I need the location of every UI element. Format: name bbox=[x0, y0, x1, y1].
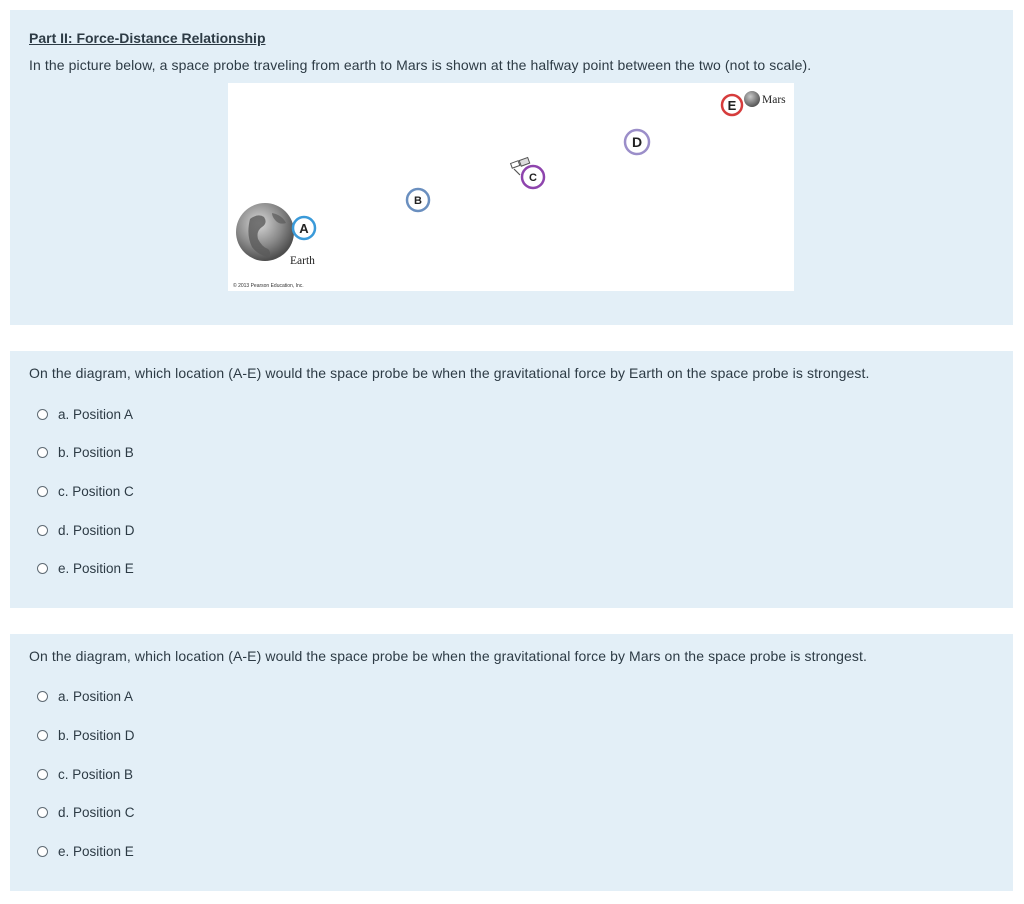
question-1-text: On the diagram, which location (A-E) would the space probe be when the gravitational force by Earth on the space probe is strongest. bbox=[29, 365, 870, 381]
position-e-marker bbox=[722, 95, 742, 115]
intro-panel bbox=[10, 10, 1013, 325]
option-label: a. Position A bbox=[58, 689, 134, 704]
position-b-marker bbox=[407, 189, 429, 211]
q2-option-c[interactable] bbox=[37, 767, 133, 782]
earth-label: Earth bbox=[290, 255, 315, 267]
radio-button[interactable] bbox=[37, 807, 48, 818]
q2-option-a[interactable] bbox=[37, 689, 133, 704]
radio-button[interactable] bbox=[37, 691, 48, 702]
position-d-marker bbox=[625, 130, 649, 154]
option-label: d. Position C bbox=[58, 805, 135, 820]
radio-button[interactable] bbox=[37, 769, 48, 780]
q1-option-d[interactable] bbox=[37, 523, 135, 538]
option-label: c. Position C bbox=[58, 484, 134, 499]
diagram-image bbox=[228, 83, 794, 291]
radio-button[interactable] bbox=[37, 525, 48, 536]
mars-icon bbox=[744, 91, 760, 107]
option-label: b. Position D bbox=[58, 728, 135, 743]
option-label: c. Position B bbox=[58, 767, 134, 782]
question-2-panel bbox=[10, 634, 1013, 891]
position-a-marker bbox=[293, 217, 315, 239]
q1-option-c[interactable] bbox=[37, 484, 134, 499]
question-1-panel bbox=[10, 351, 1013, 608]
position-a-label: A bbox=[299, 221, 309, 236]
q2-option-d[interactable] bbox=[37, 805, 135, 820]
radio-button[interactable] bbox=[37, 563, 48, 574]
option-label: e. Position E bbox=[58, 844, 134, 859]
diagram-svg bbox=[228, 83, 794, 291]
q1-option-a[interactable] bbox=[37, 407, 133, 422]
q1-option-e[interactable] bbox=[37, 561, 134, 576]
position-c-label: C bbox=[529, 172, 537, 184]
question-2-text: On the diagram, which location (A-E) would the space probe be when the gravitational force by Mars on the space probe is strongest. bbox=[29, 648, 867, 664]
part-title: Part II: Force-Distance Relationship bbox=[29, 30, 266, 46]
position-e-label: E bbox=[727, 98, 737, 113]
earth-icon bbox=[236, 203, 294, 261]
position-c-marker bbox=[522, 166, 544, 188]
mars-label: Mars bbox=[762, 94, 786, 106]
radio-button[interactable] bbox=[37, 447, 48, 458]
radio-button[interactable] bbox=[37, 846, 48, 857]
radio-button[interactable] bbox=[37, 486, 48, 497]
option-label: d. Position D bbox=[58, 523, 135, 538]
position-b-label: B bbox=[414, 195, 422, 207]
radio-button[interactable] bbox=[37, 730, 48, 741]
option-label: b. Position B bbox=[58, 445, 134, 460]
option-label: e. Position E bbox=[58, 561, 134, 576]
position-d-label: D bbox=[631, 134, 643, 150]
q1-option-b[interactable] bbox=[37, 445, 134, 460]
q2-option-b[interactable] bbox=[37, 728, 135, 743]
q2-option-e[interactable] bbox=[37, 844, 134, 859]
radio-button[interactable] bbox=[37, 409, 48, 420]
option-label: a. Position A bbox=[58, 407, 134, 422]
intro-text: In the picture below, a space probe traveling from earth to Mars is shown at the halfway point between the two (not to scale). bbox=[29, 57, 812, 73]
copyright-text: © 2013 Pearson Education, Inc. bbox=[233, 283, 304, 289]
